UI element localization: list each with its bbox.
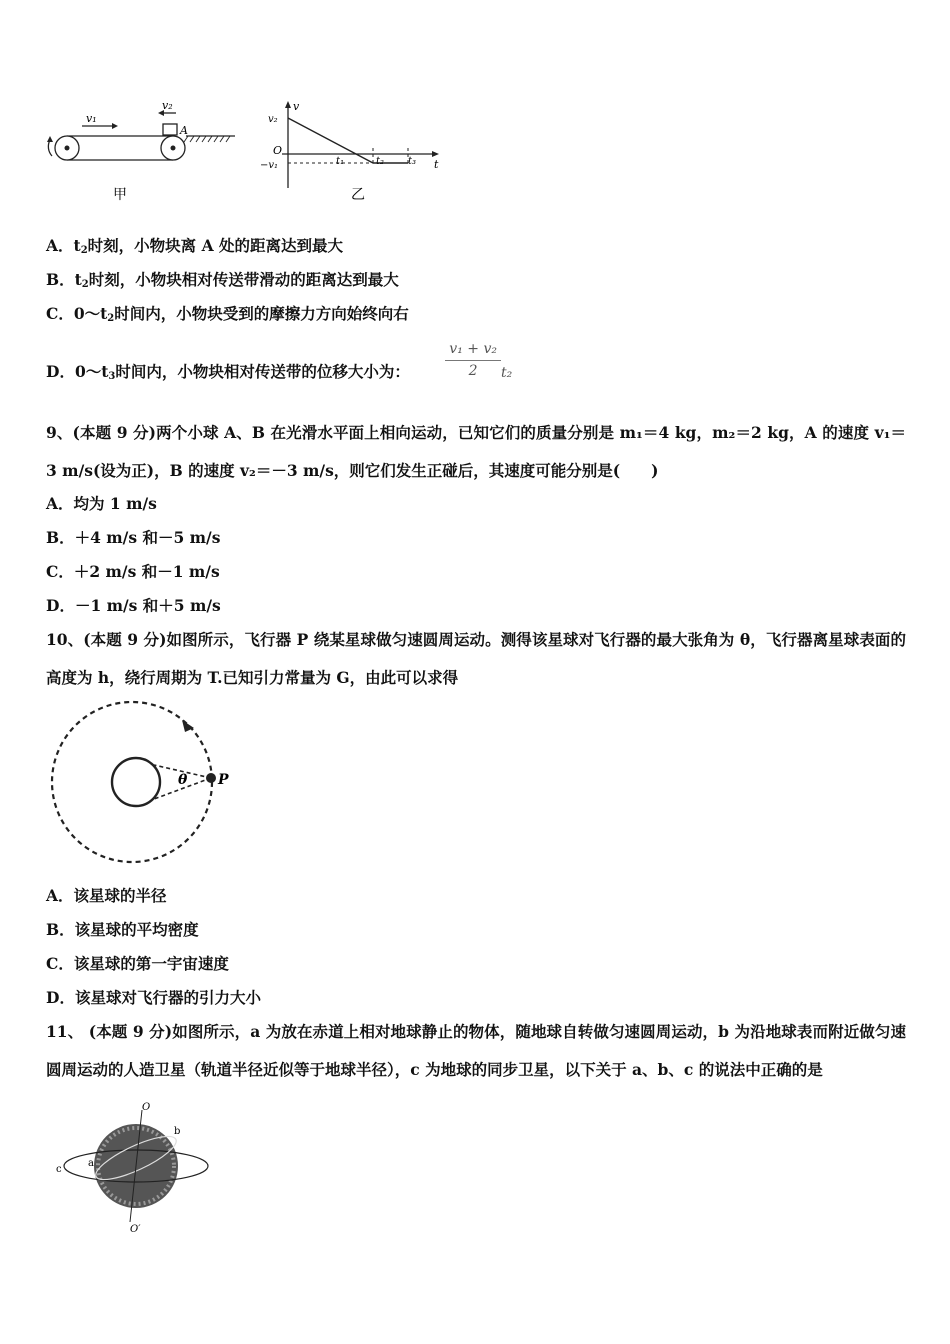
origin-label: O <box>273 144 283 157</box>
q10-option-b: B．该星球的平均密度 <box>46 920 199 939</box>
fraction-t2: t₂ <box>500 365 513 381</box>
v1-arrowhead <box>112 123 118 129</box>
block-A <box>163 124 177 135</box>
tick-v2: v₂ <box>268 114 278 125</box>
rotation-arrowhead <box>47 136 53 142</box>
displacement-fraction: $\frac{\text{v₁ + v₂}}{2}$ <box>445 339 501 381</box>
P-label: P <box>218 772 229 788</box>
t-axis-arrow <box>432 151 439 157</box>
v2-label: v₂ <box>162 99 173 112</box>
label-A: A <box>180 124 188 137</box>
left-pulley-axle <box>65 146 70 151</box>
q10-stem: 10、(本题 9 分)如图所示，飞行器 P 绕某星球做匀速圆周运动。测得该星球对飞行器的最大张角为 θ，飞行器离星球表面的高度为 h，绕行周期为 T.已知引力常量为 G，由此可以求得 <box>46 630 906 687</box>
rotation-arrow <box>48 140 52 156</box>
c-label: c <box>56 1164 62 1175</box>
tick-t3: t₃ <box>408 156 417 167</box>
O-bottom-label: O′ <box>130 1224 141 1235</box>
O-top-label: O <box>142 1102 151 1113</box>
a-label: a <box>88 1158 94 1169</box>
right-pulley-axle <box>171 146 176 151</box>
caption-yi: 乙 <box>351 187 365 203</box>
axis-v-label: v <box>293 100 300 113</box>
q8-option-d: D．$0\sim t_3$时间内，小物块相对传送带的位移大小为： $\frac{\text{v₁ + v₂}}{2}$ t₂ <box>46 341 513 382</box>
q9-stem: 9、(本题 9 分)两个小球 A、B 在光滑水平面上相向运动，已知它们的质量分别是 m₁＝4 kg，m₂＝2 kg，A 的速度 v₁＝3 m/s(设为正)，B 的速度 v₂＝－3 m/s，则它们发生正碰后，其速度可能分别是( ) <box>46 423 906 480</box>
q10-option-d: D．该星球对飞行器的引力大小 <box>46 988 261 1007</box>
q8-option-c: C．$0\sim t_2$时间内，小物块受到的摩擦力方向始终向右 <box>46 304 409 324</box>
ground-hatch <box>184 136 230 142</box>
q9-option-c: C．＋2 m/s 和－1 m/s <box>46 562 220 581</box>
orbit-figure <box>44 694 244 870</box>
q11-stem: 11、 (本题 9 分)如图所示，a 为放在赤道上相对地球静止的物体，随地球自转做匀速圆周运动，b 为沿地球表而附近做匀速圆周运动的人造卫星（轨道半径近似等于地球半径），c 为地球的同步卫星，以下关于 a、b、c 的说法中正确的是 <box>46 1022 906 1079</box>
caption-jia: 甲 <box>113 187 127 203</box>
earth-satellite-figure <box>50 1098 220 1236</box>
b-label: b <box>174 1126 181 1137</box>
q10-option-c: C．该星球的第一宇宙速度 <box>46 954 229 973</box>
v1-label: v₁ <box>86 112 97 125</box>
theta-label: θ <box>178 772 188 788</box>
q8-option-b: B．$t_2$时刻，小物块相对传送带滑动的距离达到最大 <box>46 270 399 290</box>
v-axis-arrow <box>285 101 291 108</box>
tick-t1: t₁ <box>336 156 345 167</box>
velocity-line <box>288 118 373 163</box>
planet <box>112 758 160 806</box>
spacecraft-P <box>206 773 216 783</box>
conveyor-belt-figure <box>40 98 240 203</box>
q9-option-a: A．均为 1 m/s <box>46 494 157 513</box>
axis-t-label: t <box>434 158 439 171</box>
vt-graph-figure <box>258 98 448 203</box>
q8-option-a: A．$t_2$时刻，小物块离 A 处的距离达到最大 <box>46 236 343 256</box>
q10-option-a: A．该星球的半径 <box>46 886 167 905</box>
q9-option-b: B．＋4 m/s 和－5 m/s <box>46 528 221 547</box>
q9-option-d: D．－1 m/s 和＋5 m/s <box>46 596 221 615</box>
tick-t2: t₂ <box>376 156 385 167</box>
tick-neg-v1: −v₁ <box>260 160 279 171</box>
